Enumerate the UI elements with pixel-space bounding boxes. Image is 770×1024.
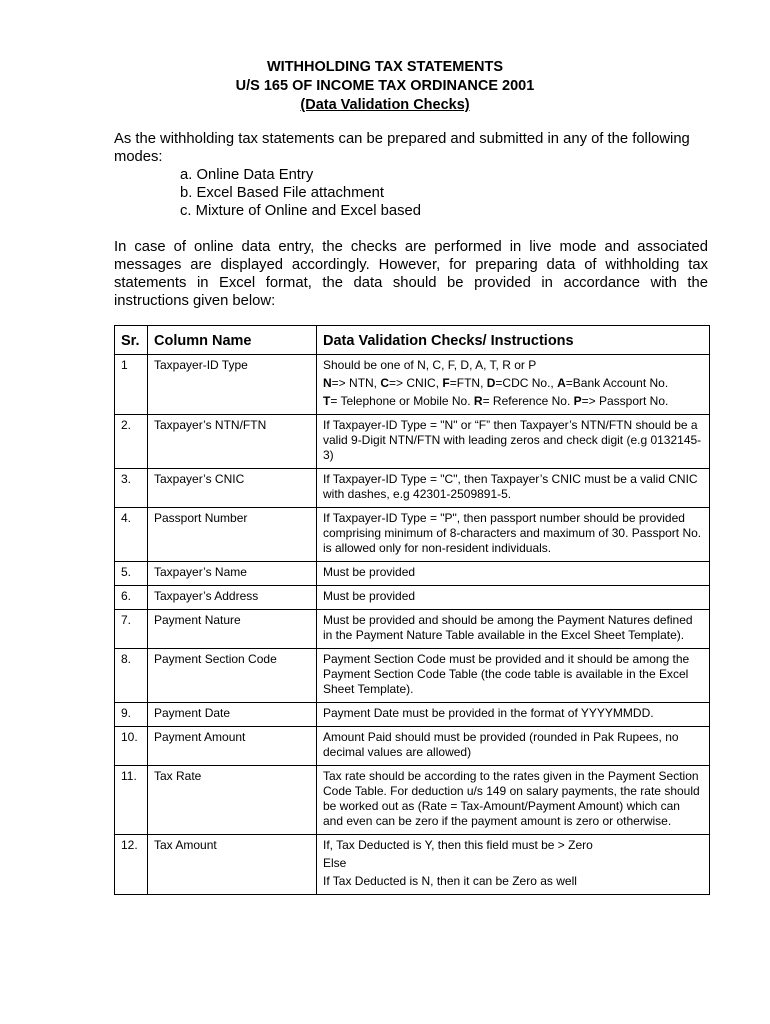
cell-check: Must be provided and should be among the Payment Natures defined in the Payment Nature Table available in the Excel Sheet Template). [317,610,710,649]
mode-item: c. Mixture of Online and Excel based [180,203,421,219]
check-line: Else [323,856,347,870]
cell-sr: 7. [115,610,148,649]
mode-item: b. Excel Based File attachment [180,185,384,201]
cell-check: Payment Section Code must be provided and it should be among the Payment Section Code Table (the code table is available in the Excel Sheet Template). [317,649,710,703]
cell-check: If Taxpayer-ID Type = "C", then Taxpayer’s CNIC must be a valid CNIC with dashes, e.g 42301-2509891-5. [317,469,710,508]
cell-name: Tax Rate [148,766,317,835]
cell-name: Payment Amount [148,727,317,766]
table-row [115,415,710,469]
id-type-legend-2: T= Telephone or Mobile No. R= Reference No. P=> Passport No. [323,394,669,408]
check-line: Should be one of N, C, F, D, A, T, R or P [323,358,537,372]
table-header-row [115,326,710,355]
document-title [0,58,770,115]
instructions-paragraph [114,238,708,310]
cell-sr: 10. [115,727,148,766]
cell-check [317,355,710,415]
cell-sr: 1 [115,355,148,415]
cell-name: Tax Amount [148,835,317,895]
header-sr: Sr. [115,326,148,355]
cell-check: Amount Paid should must be provided (rounded in Pak Rupees, no decimal values are allowed) [317,727,710,766]
header-checks: Data Validation Checks/ Instructions [317,326,710,355]
table-row [115,562,710,586]
validation-table [114,325,710,895]
paragraph-line: messages are displayed accordingly. However, for preparing data of withholding tax [114,257,708,273]
cell-name: Taxpayer’s NTN/FTN [148,415,317,469]
cell-name: Payment Date [148,703,317,727]
cell-sr: 8. [115,649,148,703]
cell-name: Passport Number [148,508,317,562]
mode-item: a. Online Data Entry [180,167,314,183]
paragraph-line: In case of online data entry, the checks are performed in live mode and associated [114,239,708,255]
cell-sr: 2. [115,415,148,469]
paragraph-line: instructions given below: [114,293,276,309]
intro-paragraph: As the withholding tax statements can be prepared and submitted in any of the following modes: [114,131,690,165]
cell-sr: 3. [115,469,148,508]
cell-sr: 5. [115,562,148,586]
table-row [115,586,710,610]
cell-name: Taxpayer’s Name [148,562,317,586]
cell-check: Payment Date must be provided in the format of YYYYMMDD. [317,703,710,727]
cell-check: Tax rate should be according to the rates given in the Payment Section Code Table. For deduction u/s 149 on salary payments, the rate should be worked out as (Rate = Tax-Amount/Payment Amount) which can and even can be zero if the payment amount is zero or otherwise. [317,766,710,835]
cell-sr: 4. [115,508,148,562]
cell-check: Must be provided [317,586,710,610]
cell-name: Payment Section Code [148,649,317,703]
cell-check [317,835,710,895]
table-row [115,703,710,727]
check-line: If Tax Deducted is N, then it can be Zero as well [323,874,577,888]
table-row [115,508,710,562]
paragraph-line: statements in Excel format, the data should be provided in accordance with the [114,275,708,291]
table-row [115,355,710,415]
cell-name: Taxpayer’s CNIC [148,469,317,508]
check-line: If, Tax Deducted is Y, then this field must be > Zero [323,838,593,852]
cell-check: Must be provided [317,562,710,586]
cell-sr: 12. [115,835,148,895]
cell-sr: 9. [115,703,148,727]
title-line-2: U/S 165 OF INCOME TAX ORDINANCE 2001 [235,78,535,94]
modes-list [180,166,421,220]
cell-name: Taxpayer’s Address [148,586,317,610]
header-column-name: Column Name [148,326,317,355]
cell-check: If Taxpayer-ID Type = "N" or “F” then Taxpayer’s NTN/FTN should be a valid 9-Digit NTN/FTN with leading zeros and check digit (e.g 0132145-3) [317,415,710,469]
cell-sr: 6. [115,586,148,610]
cell-sr: 11. [115,766,148,835]
cell-check: If Taxpayer-ID Type = "P", then passport number should be provided comprising minimum of 8-characters and maximum of 30. Passport No. is allowed only for non-resident individuals. [317,508,710,562]
table-row [115,469,710,508]
cell-name: Taxpayer-ID Type [148,355,317,415]
table-row [115,766,710,835]
table-row [115,649,710,703]
id-type-legend-1: N=> NTN, C=> CNIC, F=FTN, D=CDC No., A=Bank Account No. [323,376,669,390]
table-row [115,610,710,649]
title-line-3: (Data Validation Checks) [300,97,470,113]
cell-name: Payment Nature [148,610,317,649]
table-row [115,727,710,766]
title-line-1: WITHHOLDING TAX STATEMENTS [266,59,503,75]
table-row [115,835,710,895]
